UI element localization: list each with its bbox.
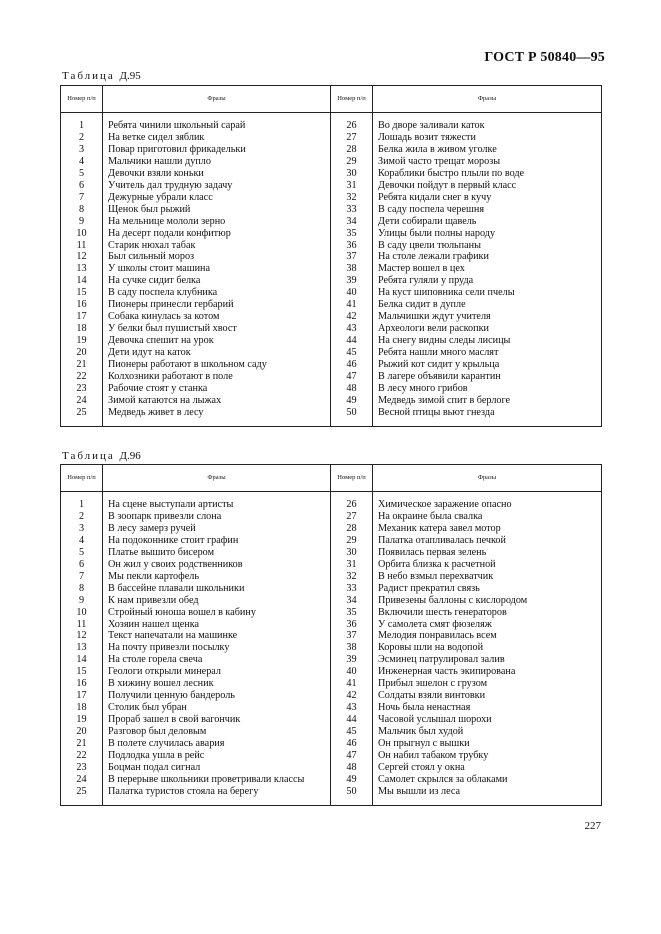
row-phrase: Лошадь возит тяжести <box>373 132 602 144</box>
table-row <box>61 738 602 750</box>
table-row <box>61 630 602 642</box>
row-phrase: Он жил у своих родственников <box>103 559 331 571</box>
row-phrase: Прораб зашел в свой вагончик <box>103 714 331 726</box>
row-phrase: Эсминец патрулировал залив <box>373 654 602 666</box>
row-number: 32 <box>331 571 373 583</box>
row-phrase: Орбита близка к расчетной <box>373 559 602 571</box>
table-row <box>61 559 602 571</box>
table-row <box>61 299 602 311</box>
row-phrase: В саду поспела клубника <box>103 287 331 299</box>
table-row <box>61 156 602 168</box>
caption-number: Д.96 <box>119 450 141 462</box>
row-number: 30 <box>331 168 373 180</box>
table-row <box>61 323 602 335</box>
row-number: 34 <box>331 595 373 607</box>
row-phrase: Белка жила в живом уголке <box>373 144 602 156</box>
row-phrase: На столе горела свеча <box>103 654 331 666</box>
row-number: 32 <box>331 192 373 204</box>
row-number: 35 <box>331 607 373 619</box>
table-row <box>61 678 602 690</box>
col-number: Номер п/п <box>331 465 373 492</box>
row-number: 26 <box>331 113 373 132</box>
row-number: 50 <box>331 786 373 805</box>
table-row <box>61 774 602 786</box>
table-95-caption <box>62 70 141 82</box>
page-number: 227 <box>584 820 601 832</box>
row-phrase: Он прыгнул с вышки <box>373 738 602 750</box>
row-number: 31 <box>331 180 373 192</box>
row-number: 23 <box>61 383 103 395</box>
row-phrase: Археологи вели раскопки <box>373 323 602 335</box>
row-number: 34 <box>331 216 373 228</box>
row-phrase: На столе лежали графики <box>373 251 602 263</box>
table-row <box>61 251 602 263</box>
row-phrase: В хижину вошел лесник <box>103 678 331 690</box>
row-phrase: У самолета смят фюзеляж <box>373 619 602 631</box>
row-phrase: Старик нюхал табак <box>103 240 331 252</box>
row-number: 11 <box>61 240 103 252</box>
row-number: 9 <box>61 216 103 228</box>
row-number: 3 <box>61 144 103 156</box>
table-row <box>61 714 602 726</box>
table-row <box>61 607 602 619</box>
row-phrase: Повар приготовил фрикадельки <box>103 144 331 156</box>
row-phrase: В лесу замерз ручей <box>103 523 331 535</box>
table-row <box>61 492 602 511</box>
row-number: 18 <box>61 702 103 714</box>
row-phrase: Улицы были полны народу <box>373 228 602 240</box>
row-number: 20 <box>61 726 103 738</box>
row-phrase: Привезены баллоны с кислородом <box>373 595 602 607</box>
row-number: 50 <box>331 407 373 426</box>
row-phrase: В полете случилась авария <box>103 738 331 750</box>
row-phrase: Мальчик был худой <box>373 726 602 738</box>
table-row <box>61 371 602 383</box>
row-phrase: На подоконнике стоит графин <box>103 535 331 547</box>
row-number: 8 <box>61 583 103 595</box>
row-phrase: Палатка отапливалась печкой <box>373 535 602 547</box>
row-number: 37 <box>331 251 373 263</box>
row-number: 47 <box>331 371 373 383</box>
row-number: 9 <box>61 595 103 607</box>
row-phrase: Включили шесть генераторов <box>373 607 602 619</box>
row-phrase: Ночь была ненастная <box>373 702 602 714</box>
row-number: 43 <box>331 702 373 714</box>
row-phrase: Зимой часто трещат морозы <box>373 156 602 168</box>
row-phrase: Ребята кидали снег в кучу <box>373 192 602 204</box>
row-number: 21 <box>61 738 103 750</box>
row-phrase: Боцман подал сигнал <box>103 762 331 774</box>
row-phrase: Рыжий кот сидит у крыльца <box>373 359 602 371</box>
row-number: 28 <box>331 523 373 535</box>
row-phrase: Мелодия понравилась всем <box>373 630 602 642</box>
row-phrase: Ребята нашли много маслят <box>373 347 602 359</box>
row-number: 7 <box>61 192 103 204</box>
row-number: 16 <box>61 299 103 311</box>
row-phrase: Инженерная часть экипирована <box>373 666 602 678</box>
table-row <box>61 523 602 535</box>
table-row <box>61 762 602 774</box>
table-row <box>61 535 602 547</box>
row-phrase: Мы пекли картофель <box>103 571 331 583</box>
row-number: 19 <box>61 714 103 726</box>
row-phrase: Собака кинулась за котом <box>103 311 331 323</box>
table-row <box>61 511 602 523</box>
row-number: 44 <box>331 714 373 726</box>
table-row <box>61 595 602 607</box>
row-phrase: Зимой катаются на лыжах <box>103 395 331 407</box>
row-number: 41 <box>331 299 373 311</box>
table-row <box>61 132 602 144</box>
row-phrase: Хозяин нашел щенка <box>103 619 331 631</box>
table-row <box>61 311 602 323</box>
row-number: 36 <box>331 240 373 252</box>
row-phrase: Пионеры принесли гербарий <box>103 299 331 311</box>
row-number: 44 <box>331 335 373 347</box>
row-number: 11 <box>61 619 103 631</box>
row-number: 2 <box>61 511 103 523</box>
row-number: 29 <box>331 535 373 547</box>
row-phrase: Разговор был деловым <box>103 726 331 738</box>
row-phrase: На сцене выступали артисты <box>103 492 331 511</box>
row-number: 42 <box>331 311 373 323</box>
table-row <box>61 275 602 287</box>
row-number: 6 <box>61 559 103 571</box>
row-phrase: Медведь зимой спит в берлоге <box>373 395 602 407</box>
row-phrase: На сучке сидит белка <box>103 275 331 287</box>
table-row <box>61 335 602 347</box>
row-number: 19 <box>61 335 103 347</box>
table-95 <box>60 85 602 427</box>
row-number: 10 <box>61 607 103 619</box>
row-phrase: Медведь живет в лесу <box>103 407 331 426</box>
row-phrase: Сергей стоял у окна <box>373 762 602 774</box>
standard-code: ГОСТ Р 50840—95 <box>484 50 605 65</box>
caption-word: Таблица <box>62 450 115 462</box>
row-number: 2 <box>61 132 103 144</box>
row-number: 4 <box>61 535 103 547</box>
row-phrase: В лесу много грибов <box>373 383 602 395</box>
col-number: Номер п/п <box>61 86 103 113</box>
row-number: 16 <box>61 678 103 690</box>
row-number: 31 <box>331 559 373 571</box>
row-phrase: В перерыве школьники проветривали классы <box>103 774 331 786</box>
row-phrase: На куст шиповника сели пчелы <box>373 287 602 299</box>
table-row <box>61 359 602 371</box>
row-number: 46 <box>331 738 373 750</box>
table-row <box>61 240 602 252</box>
table-row <box>61 702 602 714</box>
caption-number: Д.95 <box>119 70 141 82</box>
row-number: 27 <box>331 132 373 144</box>
row-phrase: На почту привезли посылку <box>103 642 331 654</box>
row-phrase: Прибыл эшелон с грузом <box>373 678 602 690</box>
row-number: 37 <box>331 630 373 642</box>
row-number: 13 <box>61 642 103 654</box>
row-phrase: Дежурные убрали класс <box>103 192 331 204</box>
row-phrase: Механик катера завел мотор <box>373 523 602 535</box>
table-row <box>61 204 602 216</box>
table-row <box>61 726 602 738</box>
col-number: Номер п/п <box>61 465 103 492</box>
row-number: 5 <box>61 168 103 180</box>
row-phrase: На окраине была свалка <box>373 511 602 523</box>
row-phrase: Стройный юноша вошел в кабину <box>103 607 331 619</box>
row-number: 41 <box>331 678 373 690</box>
table-row <box>61 192 602 204</box>
row-phrase: Текст напечатали на машинке <box>103 630 331 642</box>
table-row <box>61 654 602 666</box>
table-row <box>61 168 602 180</box>
row-number: 6 <box>61 180 103 192</box>
row-number: 7 <box>61 571 103 583</box>
row-phrase: В зоопарк привезли слона <box>103 511 331 523</box>
row-number: 42 <box>331 690 373 702</box>
row-number: 46 <box>331 359 373 371</box>
row-number: 22 <box>61 371 103 383</box>
row-number: 48 <box>331 762 373 774</box>
caption-word: Таблица <box>62 70 115 82</box>
row-phrase: Девочки взяли коньки <box>103 168 331 180</box>
col-phrases: Фразы <box>103 465 331 492</box>
row-phrase: Дети собирали щавель <box>373 216 602 228</box>
table-96 <box>60 464 602 806</box>
table-row <box>61 395 602 407</box>
table-row <box>61 216 602 228</box>
row-phrase: Ребята чинили школьный сарай <box>103 113 331 132</box>
row-number: 24 <box>61 395 103 407</box>
row-phrase: Геологи открыли минерал <box>103 666 331 678</box>
row-phrase: На снегу видны следы лисицы <box>373 335 602 347</box>
table-row <box>61 666 602 678</box>
row-number: 17 <box>61 690 103 702</box>
row-phrase: На десерт подали конфитюр <box>103 228 331 240</box>
row-phrase: Весной птицы вьют гнезда <box>373 407 602 426</box>
row-number: 1 <box>61 113 103 132</box>
row-number: 14 <box>61 275 103 287</box>
col-phrases: Фразы <box>103 86 331 113</box>
row-phrase: Щенок был рыжий <box>103 204 331 216</box>
row-number: 30 <box>331 547 373 559</box>
row-number: 49 <box>331 774 373 786</box>
row-number: 24 <box>61 774 103 786</box>
row-number: 48 <box>331 383 373 395</box>
row-phrase: Он набил табаком трубку <box>373 750 602 762</box>
row-phrase: Платье вышито бисером <box>103 547 331 559</box>
table-row <box>61 407 602 426</box>
row-phrase: Пионеры работают в школьном саду <box>103 359 331 371</box>
row-number: 40 <box>331 666 373 678</box>
row-phrase: В бассейне плавали школьники <box>103 583 331 595</box>
row-number: 47 <box>331 750 373 762</box>
row-number: 38 <box>331 263 373 275</box>
row-phrase: Дети идут на каток <box>103 347 331 359</box>
row-number: 13 <box>61 263 103 275</box>
row-number: 27 <box>331 511 373 523</box>
row-phrase: Столик был убран <box>103 702 331 714</box>
row-phrase: В небо взмыл перехватчик <box>373 571 602 583</box>
row-number: 45 <box>331 347 373 359</box>
row-number: 38 <box>331 642 373 654</box>
row-number: 29 <box>331 156 373 168</box>
row-number: 43 <box>331 323 373 335</box>
row-number: 15 <box>61 666 103 678</box>
col-phrases: Фразы <box>373 86 602 113</box>
row-number: 33 <box>331 583 373 595</box>
row-phrase: Во дворе заливали каток <box>373 113 602 132</box>
table-row <box>61 144 602 156</box>
row-number: 12 <box>61 630 103 642</box>
row-number: 49 <box>331 395 373 407</box>
row-phrase: На мельнице мололи зерно <box>103 216 331 228</box>
row-phrase: В саду цвели тюльпаны <box>373 240 602 252</box>
row-phrase: Белка сидит в дупле <box>373 299 602 311</box>
table-row <box>61 383 602 395</box>
table-row <box>61 347 602 359</box>
col-phrases: Фразы <box>373 465 602 492</box>
row-number: 39 <box>331 654 373 666</box>
row-phrase: Девочки пойдут в первый класс <box>373 180 602 192</box>
row-number: 23 <box>61 762 103 774</box>
row-phrase: Колхозники работают в поле <box>103 371 331 383</box>
row-number: 39 <box>331 275 373 287</box>
row-phrase: Был сильный мороз <box>103 251 331 263</box>
table-row <box>61 287 602 299</box>
col-number: Номер п/п <box>331 86 373 113</box>
row-number: 28 <box>331 144 373 156</box>
row-phrase: Самолет скрылся за облаками <box>373 774 602 786</box>
table-row <box>61 690 602 702</box>
row-phrase: Мальчики нашли дупло <box>103 156 331 168</box>
row-phrase: Девочка спешит на урок <box>103 335 331 347</box>
row-phrase: Палатка туристов стояла на берегу <box>103 786 331 805</box>
row-phrase: В лагере объявили карантин <box>373 371 602 383</box>
row-number: 3 <box>61 523 103 535</box>
table-row <box>61 180 602 192</box>
row-phrase: Учитель дал трудную задачу <box>103 180 331 192</box>
row-phrase: Рабочие стоят у станка <box>103 383 331 395</box>
row-number: 22 <box>61 750 103 762</box>
row-number: 18 <box>61 323 103 335</box>
row-number: 21 <box>61 359 103 371</box>
row-phrase: Кораблики быстро плыли по воде <box>373 168 602 180</box>
table-row <box>61 619 602 631</box>
table-row <box>61 786 602 805</box>
row-number: 20 <box>61 347 103 359</box>
row-number: 25 <box>61 786 103 805</box>
row-phrase: Химическое заражение опасно <box>373 492 602 511</box>
table-row <box>61 228 602 240</box>
row-phrase: На ветке сидел зяблик <box>103 132 331 144</box>
row-number: 15 <box>61 287 103 299</box>
row-number: 14 <box>61 654 103 666</box>
table-row <box>61 113 602 132</box>
row-phrase: У школы стоит машина <box>103 263 331 275</box>
row-number: 4 <box>61 156 103 168</box>
row-number: 25 <box>61 407 103 426</box>
row-number: 33 <box>331 204 373 216</box>
row-number: 8 <box>61 204 103 216</box>
row-phrase: Солдаты взяли винтовки <box>373 690 602 702</box>
row-number: 10 <box>61 228 103 240</box>
row-phrase: Мы вышли из леса <box>373 786 602 805</box>
table-row <box>61 750 602 762</box>
row-number: 17 <box>61 311 103 323</box>
row-phrase: Мальчишки ждут учителя <box>373 311 602 323</box>
table-row <box>61 571 602 583</box>
row-phrase: Радист прекратил связь <box>373 583 602 595</box>
row-number: 1 <box>61 492 103 511</box>
row-number: 26 <box>331 492 373 511</box>
row-number: 45 <box>331 726 373 738</box>
row-phrase: В саду поспела черешня <box>373 204 602 216</box>
row-phrase: Ребята гуляли у пруда <box>373 275 602 287</box>
row-number: 40 <box>331 287 373 299</box>
row-phrase: Коровы шли на водопой <box>373 642 602 654</box>
table-row <box>61 263 602 275</box>
row-phrase: Появилась первая зелень <box>373 547 602 559</box>
row-phrase: Мастер вошел в цех <box>373 263 602 275</box>
row-number: 12 <box>61 251 103 263</box>
table-row <box>61 583 602 595</box>
row-number: 36 <box>331 619 373 631</box>
table-row <box>61 547 602 559</box>
row-phrase: Часовой услышал шорохи <box>373 714 602 726</box>
row-number: 35 <box>331 228 373 240</box>
row-number: 5 <box>61 547 103 559</box>
table-96-caption <box>62 450 141 462</box>
table-row <box>61 642 602 654</box>
row-phrase: Подлодка ушла в рейс <box>103 750 331 762</box>
row-phrase: К нам привезли обед <box>103 595 331 607</box>
row-phrase: Получили ценную бандероль <box>103 690 331 702</box>
row-phrase: У белки был пушистый хвост <box>103 323 331 335</box>
